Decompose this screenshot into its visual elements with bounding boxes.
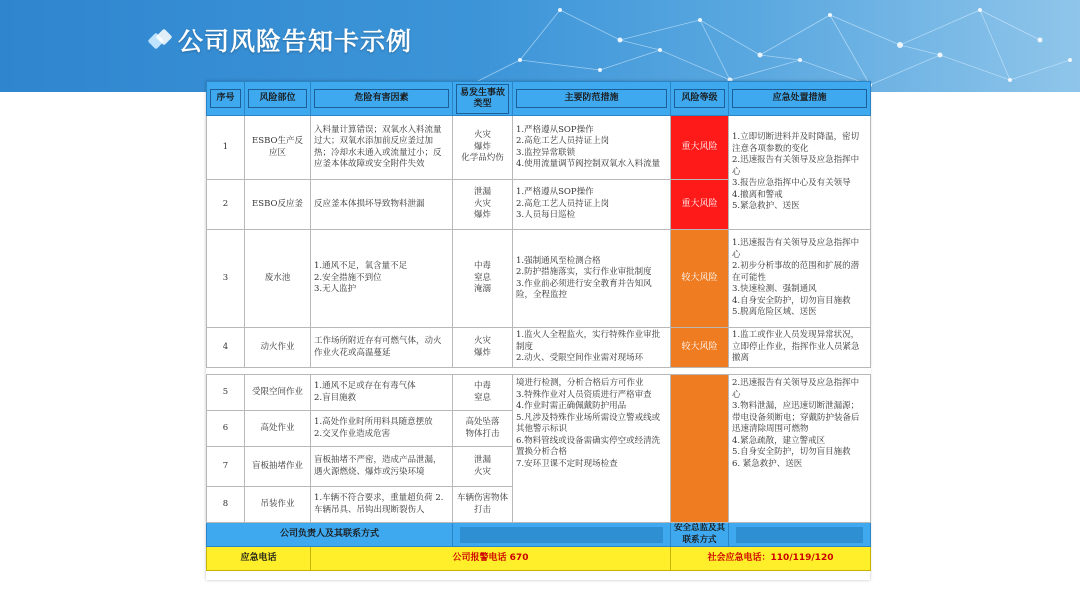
row-response: 1.迅速报告有关领导及应急指挥中心 2.初步分析事故的范围和扩展的潜在可能性 3.快速检测、强制通风 4.自身安全防护，切勿盲目施救 5.脱离危险区域、送医 (729, 230, 871, 328)
row-accidents: 车辆伤害物体打击 (453, 487, 513, 523)
row-measures: 1.严格遵从SOP操作 2.高危工艺人员持证上岗 3.监控异常联锁 4.使用流量调节阀控制双氧水入料流量 (513, 116, 671, 180)
header-accidents: 易发生事故类型 (453, 82, 513, 116)
row-hazards: 工作场所附近存有可燃气体，动火作业火花或高温蔓延 (311, 328, 453, 368)
row-location: 高处作业 (245, 411, 311, 447)
row-hazards: 1.高处作业时所用料具随意摆放 2.交叉作业造成危害 (311, 411, 453, 447)
row-measures: 境进行检测，分析合格后方可作业 3.特殊作业对人员资质进行严格审查 4.作业时需正确佩戴防护用品 5.凡涉及特殊作业场所需设立警戒线或其他警示标识 6.物料管线或设备需确实停空或经清洗置换分析合格 7.安环卫课不定时现场检查 (513, 375, 671, 523)
row-accidents: 泄漏 火灾 爆炸 (453, 180, 513, 230)
row-location: ESBO反应釜 (245, 180, 311, 230)
row-measures: 1.强制通风至检测合格 2.防护措施落实，实行作业审批制度 3.作业前必须进行安全教育并告知风险，全程监控 (513, 230, 671, 328)
safety-director-label: 安全总监及其联系方式 (671, 523, 729, 547)
row-measures: 1.监火人全程监火，实行特殊作业审批制度 2.动火、受限空间作业需对现场环 (513, 328, 671, 368)
row-hazards: 1.通风不足，氧含量不足 2.安全措施不到位 3.无人监护 (311, 230, 453, 328)
row-response: 1.监工或作业人员发现异常状况，立即停止作业，指挥作业人员紧急撤离 (729, 328, 871, 368)
risk-level-badge: 重大风险 (671, 180, 729, 230)
table-row (207, 230, 871, 328)
row-measures: 1.严格遵从SOP操作 2.高危工艺人员持证上岗 3.人员每日巡检 (513, 180, 671, 230)
row-hazards: 反应釜本体损坏导致物料泄漏 (311, 180, 453, 230)
row-no: 7 (207, 447, 245, 487)
title-diamond-icon (150, 29, 172, 51)
risk-level-badge: 重大风险 (671, 116, 729, 180)
company-contact-label: 公司负责人及其联系方式 (207, 523, 453, 547)
row-location: 受限空间作业 (245, 375, 311, 411)
row-location: 动火作业 (245, 328, 311, 368)
row-response: 1.立即切断进料并及时降温，密切注意各项参数的变化 2.迅速报告有关领导及应急指挥中心 3.报告应急指挥中心及有关领导 4.撤离和警戒 5.紧急救护、送医 (729, 116, 871, 230)
social-emergency-phone: 社会应急电话：110/119/120 (671, 547, 871, 571)
table-row (207, 116, 871, 180)
table-row (207, 375, 871, 411)
risk-table (206, 81, 871, 571)
slide-title-wrap (150, 22, 412, 58)
row-location: ESBO生产反应区 (245, 116, 311, 180)
row-hazards: 1.通风不足或存在有毒气体 2.盲目施救 (311, 375, 453, 411)
row-location: 盲板抽堵作业 (245, 447, 311, 487)
risk-level-badge: 较大风险 (671, 328, 729, 368)
header-hazards: 危险有害因素 (311, 82, 453, 116)
row-no: 6 (207, 411, 245, 447)
risk-level-badge: 较大风险 (671, 230, 729, 328)
row-location: 废水池 (245, 230, 311, 328)
row-no: 5 (207, 375, 245, 411)
slide-title: 公司风险告知卡示例 (178, 27, 413, 56)
header-no: 序号 (207, 82, 245, 116)
row-accidents: 中毒 窒息 (453, 375, 513, 411)
row-location: 吊装作业 (245, 487, 311, 523)
row-hazards: 盲板抽堵不严密，造成产品泄漏，遇火源燃烧、爆炸或污染环境 (311, 447, 453, 487)
risk-card (206, 81, 870, 580)
row-hazards: 1.车辆不符合要求，重量超负荷 2.车辆吊具、吊钩出现断裂伤人 (311, 487, 453, 523)
emergency-label: 应急电话 (207, 547, 311, 571)
emergency-row (207, 547, 871, 571)
row-no: 3 (207, 230, 245, 328)
company-contact-value (453, 523, 671, 547)
row-accidents: 泄漏 火灾 (453, 447, 513, 487)
company-alarm-phone: 公司报警电话 670 (311, 547, 671, 571)
table-gap (207, 368, 871, 375)
row-accidents: 高处坠落 物体打击 (453, 411, 513, 447)
header-location: 风险部位 (245, 82, 311, 116)
table-row (207, 328, 871, 368)
row-accidents: 火灾 爆炸 (453, 328, 513, 368)
row-no: 4 (207, 328, 245, 368)
header-level: 风险等级 (671, 82, 729, 116)
row-hazards: 入料量计算错误；双氧水入料流量过大；双氧水添加前反应釜过加热；冷却水未通入或流量过小；反应釜本体故障或安全附件失效 (311, 116, 453, 180)
row-response: 2.迅速报告有关领导及应急指挥中心 3.物料泄漏，应迅速切断泄漏源；带电设备须断电；穿戴防护装备后迅速清除周围可燃物 4.紧急疏散，建立警戒区 5.自身安全防护，切勿盲目施救 6. 紧急救护、送医 (729, 375, 871, 523)
row-no: 8 (207, 487, 245, 523)
header-response: 应急处置措施 (729, 82, 871, 116)
safety-director-value (729, 523, 871, 547)
contact-row (207, 523, 871, 547)
row-accidents: 中毒 窒息 淹溺 (453, 230, 513, 328)
table-header-row (207, 82, 871, 116)
risk-level-badge-empty (671, 375, 729, 523)
header-measures: 主要防范措施 (513, 82, 671, 116)
row-no: 2 (207, 180, 245, 230)
row-accidents: 火灾 爆炸 化学品灼伤 (453, 116, 513, 180)
row-no: 1 (207, 116, 245, 180)
